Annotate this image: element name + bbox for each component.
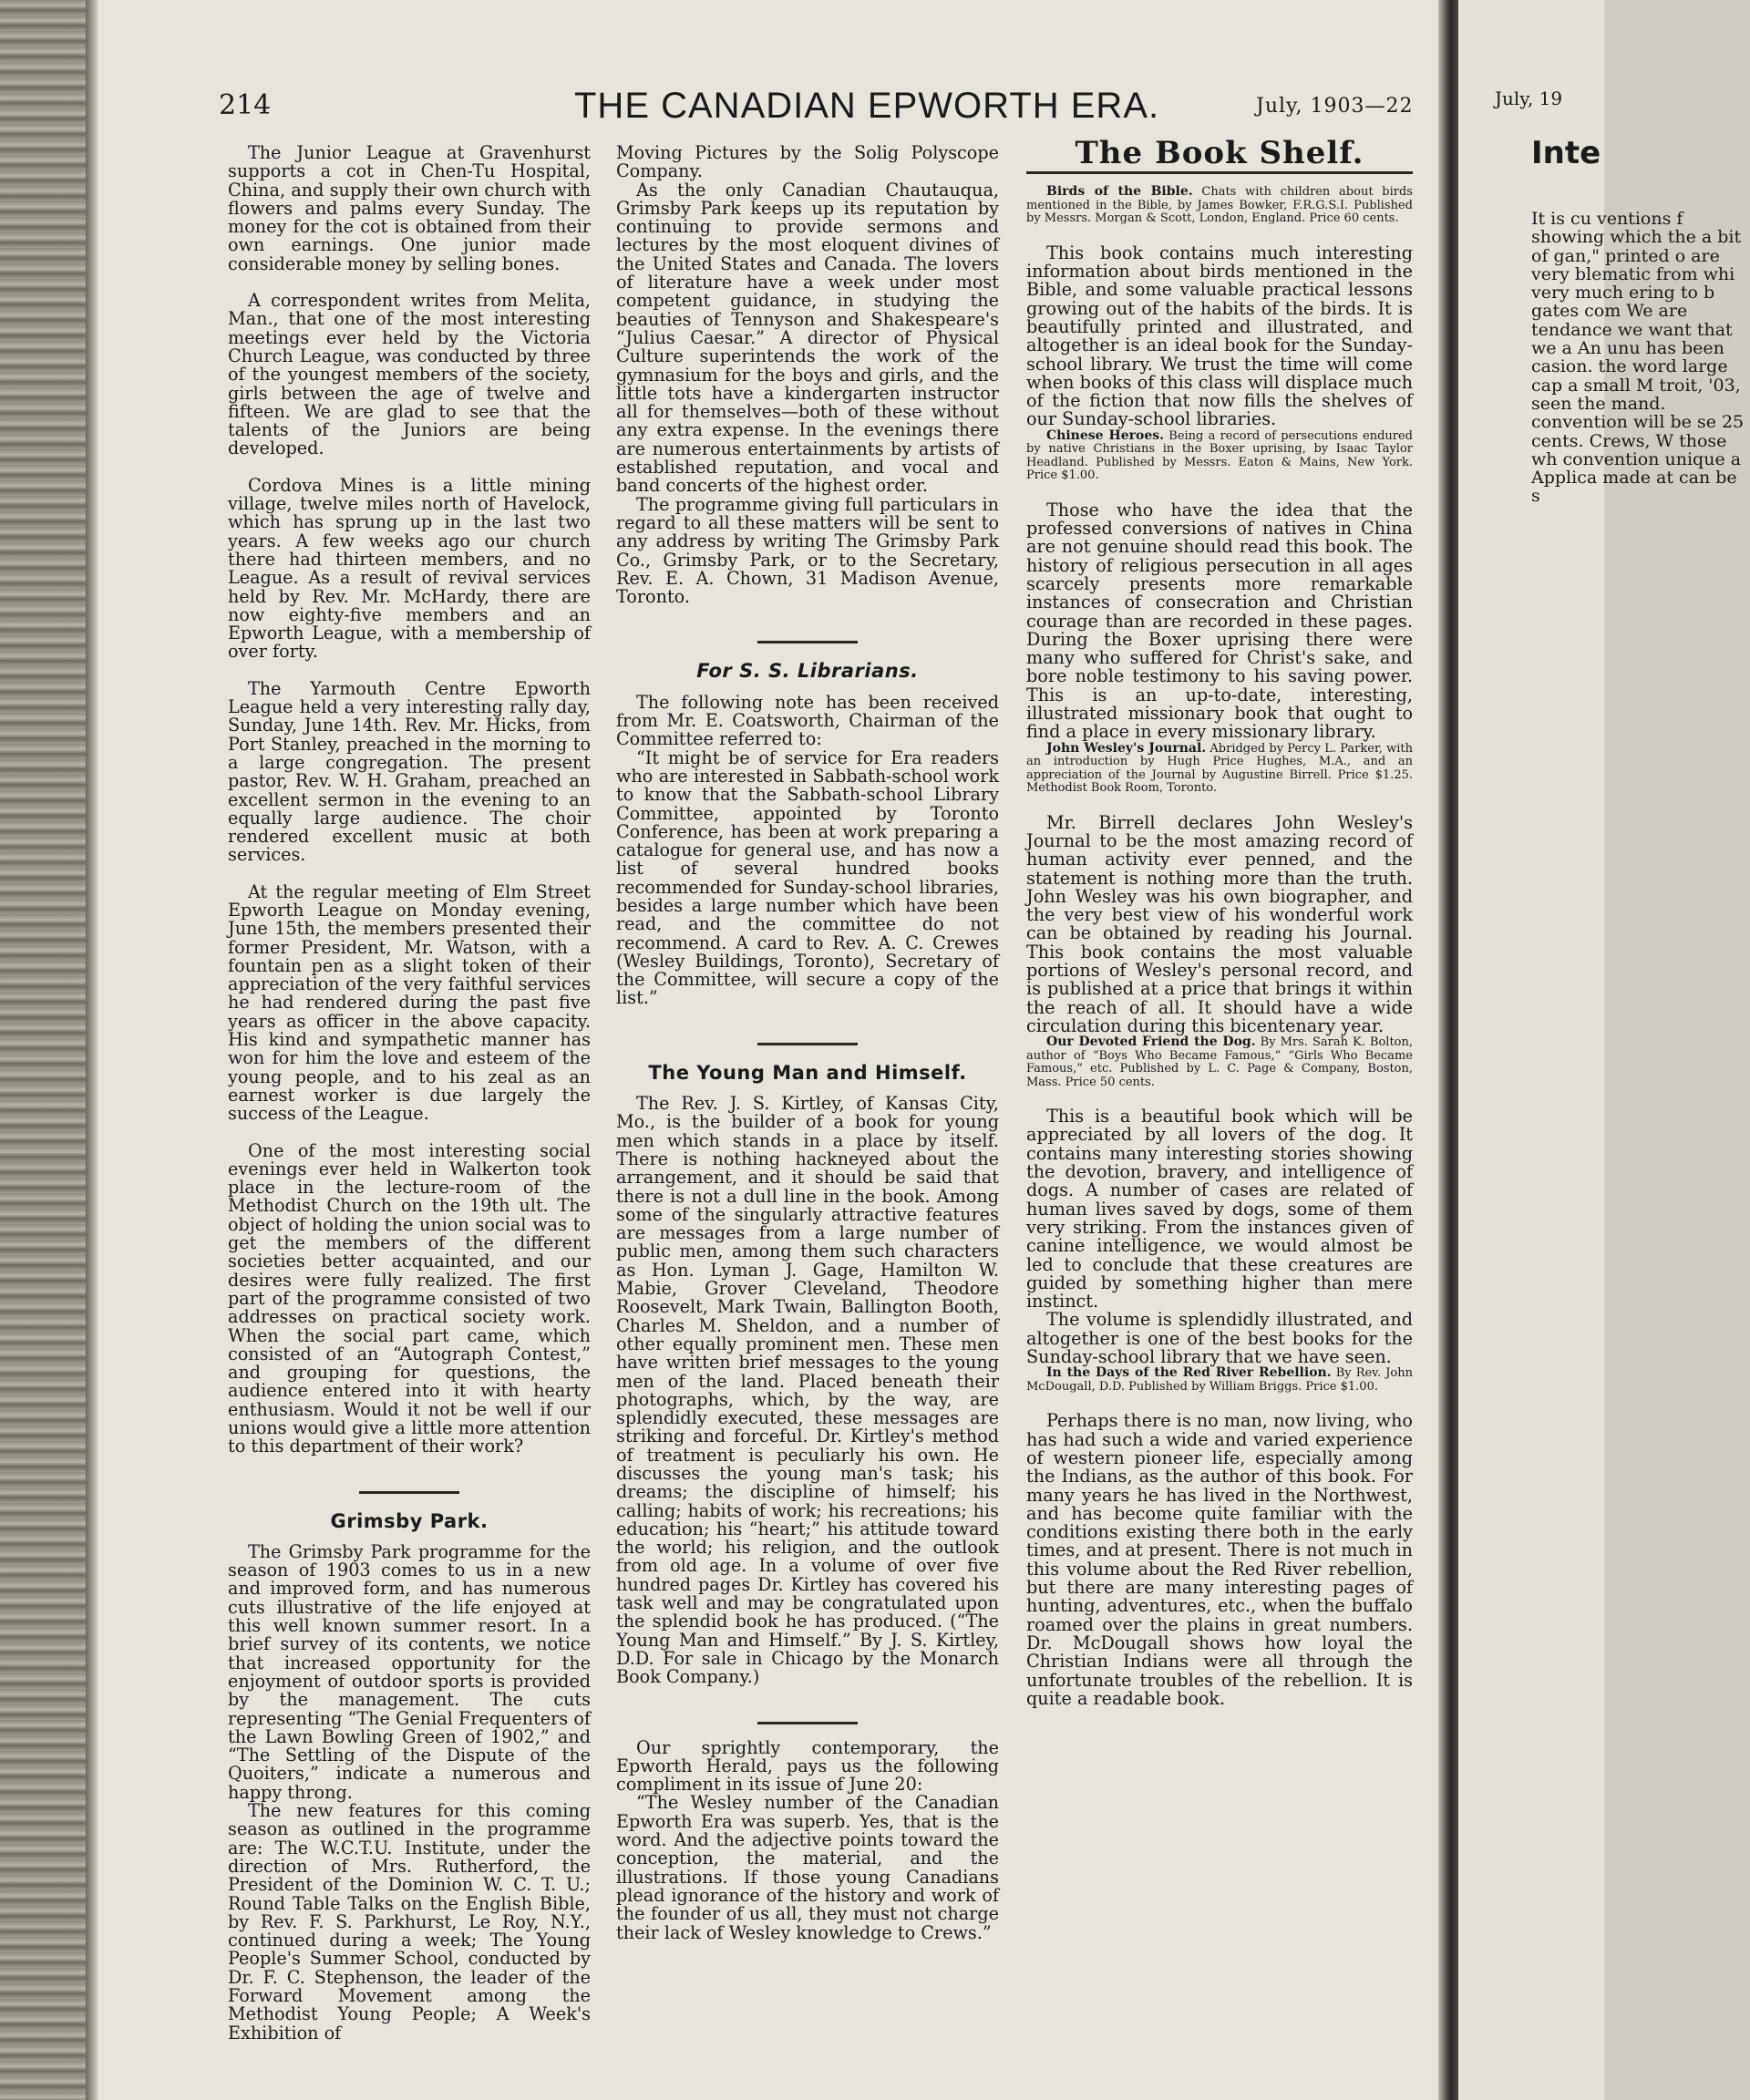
article-gravenhurst: The Junior League at Gravenhurst supports a cot in Chen-Tu Hospital, China, and supply their own church with flowers and palms every Sunday. The money for the cot is obtained from their own earnings. One junior made considerable money by selling bones. — [228, 142, 591, 274]
grimsby-paragraph-2: The new features for this coming season as outlined in the programme are: The W.C.T.U. Institute, under the direction of Mrs. Rutherford, the President of the Dominion W. C. T. U.; Round Table Talks on the English Bible, by Rev. F. S. Parkhurst, Le Roy, N.Y., continued during a week; The Young People's Summer School, conducted by Dr. F. C. Stephenson, the leader of the Forward Movement among the Methodist Young People; A Week's Exhibition of — [228, 1800, 591, 2043]
article-melita: A correspondent writes from Melita, Man., that one of the most interesting meetings ever held by the Victoria Church League, was conducted by three of the youngest members of the society, girls between the age of twelve and fifteen. We are glad to see that the talents of the Juniors are being developed. — [228, 290, 591, 459]
book-title-red-river: In the Days of the Red River Rebellion. — [1046, 1365, 1332, 1381]
section-rule — [757, 1722, 858, 1724]
page-number: 214 — [219, 89, 272, 121]
page-header — [118, 82, 1422, 128]
book-ref-chinese-heroes — [1026, 429, 1413, 483]
review-dog: This is a beautiful book which will be appreciated by all lovers of the dog. It contains many interesting stories showing the devotion, bravery, and intelligence of dogs. A number of cases are related of human lives saved by dogs, some of them very striking. From the instances given of canine intelligence, we would almost be led to conclude that these creatures are guided by something higher than mere instinct. — [1026, 1106, 1413, 1312]
adjacent-page-edge — [1458, 0, 1745, 2100]
young-man-review: The Rev. J. S. Kirtley, of Kansas City, Mo., is the builder of a book for young men which stands in a place by itself. There is nothing hackneyed about the arrangement, and it should be said that there is not a dull line in the book. Among some of the singularly attractive features are messages from a large number of public men, among them such characters as Hon. Lyman J. Gage, Hamilton W. Mabie, Grover Cleveland, Theodore Roosevelt, Mark Twain, Ballington Booth, Charles M. Sheldon, and a number of other equally prominent men. These men have written brief messages to the young men of the land. Placed beneath their photographs, which, by the way, are splendidly executed, these messages are striking and forceful. Dr. Kirtley's method of treatment is peculiarly his own. He discusses the young man's task; his dreams; the discipline of himself; his calling; habits of work; his recreations; his education; his “heart;” his attitude toward the world; his religion, and the outlook from old age. In a volume of over five hundred pages Dr. Kirtley has covered his task well and may be congratulated upon the splendid book he has produced. (“The Young Man and Himself.” By J. S. Kirtley, D.D. For sale in Chicago by the Monarch Book Company.) — [616, 1093, 999, 1688]
heading-young-man: The Young Man and Himself. — [648, 1061, 967, 1084]
book-ref-red-river — [1026, 1366, 1413, 1394]
section-rule — [359, 1491, 459, 1494]
section-rule — [757, 641, 858, 643]
book-ref-wesley-journal — [1026, 742, 1413, 796]
column-2 — [616, 144, 999, 1942]
review-red-river: Perhaps there is no man, now living, who has had such a wide and varied experience of western pioneer life, especially among the Indians, as the author of this book. For many years he has lived in the Northwest, and has become quite familiar with the conditions existing there both in the early times, and at present. There is not much in this volume about the Red River rebellion, but there are many interesting pages of hunting, adventures, etc., when the buffalo roamed over the plains in great numbers. Dr. McDougall shows how loyal the Christian Indians were all through the unfortunate troubles of the rebellion. It is quite a readable book. — [1026, 1410, 1413, 1709]
book-details-wesley-journal: Abridged by Percy L. Parker, with an introduction by Hugh Price Hughes, M.A., and an appreciation of the Journal by Augustine Birrell. Price $1.25. Methodist Book Room, Toronto. — [1026, 741, 1413, 796]
review-birds: This book contains much interesting information about birds mentioned in the Bible, and some valuable practical lessons growing out of the habits of the birds. It is beautifully printed and illustrated, and altogether is an ideal book for the Sunday-school library. We trust the time will come when books of this class will displace much of the fiction that now fills the shelves of our Sunday-school libraries. — [1026, 242, 1413, 430]
book-title-wesley-journal: John Wesley's Journal. — [1046, 740, 1207, 756]
section-rule — [757, 1043, 858, 1045]
book-details-birds: Chats with children about birds mentioned in the Bible, by James Bowker, F.R.G.S.I. Published by Messrs. Morgan & Scott, London, England. Price 60 cents. — [1026, 185, 1413, 226]
article-walkerton: One of the most interesting social evenings ever held in Walkerton took place in the lecture-room of the Methodist Church on the 19th ult. The object of holding the union social was to get the members of the different societies better acquainted, and our desires were fully realized. The first part of the programme consisted of two addresses on practical society work. When the social part came, which consisted of an “Autograph Contest,” and grouping for questions, the audience entered into it with hearty enthusiasm. Would it not be well if our unions would give a little more attention to this department of their work? — [228, 1139, 591, 1457]
issue-date: July, 1903—22 — [1256, 95, 1414, 118]
book-ref-dog — [1026, 1035, 1413, 1089]
grimsby-paragraph-1: The Grimsby Park programme for the season of 1903 comes to us in a new and improved form, and has numerous cuts illustrative of the life enjoyed at this well known summer resort. In a brief survey of its contents, we notice that increased opportunity for the enjoyment of outdoor sports is provided by the management. The cuts representing “The Genial Frequenters of the Lawn Bowling Green of 1902,” and “The Settling of the Dispute of the Quoiters,” indicate a numerous and happy throng. — [228, 1540, 591, 1803]
adjacent-page-text: It is cu ventions f showing which the a bit of gan," printed o are very blematic from whi very much ering to b gates com We are tendance we want that we a An unu has been casion. the word large cap a small M troit, '03, seen the mand. convention will be se 25 cents. Crews, W those wh convention unique a Applica made at can be s — [1531, 209, 1745, 507]
review-chinese-heroes: Those who have the idea that the professed conversions of natives in China are not genuine should read this book. The history of religious persecution in all ages scarcely presents more remarkable instances of consecration and Christian courage than are recorded in these pages. During the Boxer uprising there were many who suffered for Christ's sake, and bore noble testimony to his saving power. This is an up-to-date, interesting, illustrated missionary book that ought to find a place in every missionary library. — [1026, 499, 1413, 743]
grimsby-paragraph-3: As the only Canadian Chautauqua, Grimsby Park keeps up its reputation by continuing to provide sermons and lectures by the most eloquent divines of the United States and Canada. The lovers of literature have a week under most competent guidance, in studying the beauties of Tennyson and Shakespeare's “Julius Caesar.” A director of Physical Culture superintends the work of the gymnasium for the boys and girls, and the little tots have a kindergarten instructor all for themselves—both of these without any extra expense. In the evenings there are numerous entertainments by artists of established reputation, and vocal and band concerts of the highest order. — [616, 179, 999, 497]
article-yarmouth: The Yarmouth Centre Epworth League held a very interesting rally day, Sunday, June 14th. Rev. Mr. Hicks, from Port Stanley, preached in the morning to a large congregation. The present pastor, Rev. W. H. Graham, preached an excellent sermon in the evening to an equally large audience. The choir rendered excellent music at both services. — [228, 677, 591, 866]
adjacent-page-date: July, 19 — [1495, 88, 1563, 109]
book-binding — [0, 0, 98, 2100]
grimsby-paragraph-4: The programme giving full particulars in regard to all these matters will be sent to any address by writing The Grimsby Park Co., Grimsby Park, or to the Secretary, Rev. E. A. Chown, 31 Madison Avenue, Toronto. — [616, 493, 999, 608]
book-details-dog: By Mrs. Sarah K. Bolton, author of “Boys Who Became Famous,” “Girls Who Became Famous,” etc. Published by L. C. Page & Company, Boston, Mass. Price 50 cents. — [1026, 1035, 1414, 1089]
review-wesley-journal: Mr. Birrell declares John Wesley's Journal to be the most amazing record of human activity ever penned, and the statement is nothing more than the truth. John Wesley was his own biographer, and the very best view of his wonderful work can be obtained by reading his Journal. This book contains the most valuable portions of Wesley's personal record, and is published at a price that brings it within the reach of all. It should have a wide circulation during this bicentenary year. — [1026, 811, 1413, 1036]
grimsby-continued: Moving Pictures by the Solig Polyscope Company. — [616, 142, 999, 182]
heading-book-shelf: The Book Shelf. — [1075, 135, 1364, 171]
epworth-herald-intro: Our sprightly contemporary, the Epworth Herald, pays us the following compliment in its issue of June 20: — [616, 1736, 999, 1796]
review-dog-2: The volume is splendidly illustrated, and altogether is one of the best books for the Sunday-school library that we have seen. — [1026, 1309, 1413, 1368]
page-gutter — [1438, 0, 1458, 2100]
column-1 — [228, 144, 591, 2043]
article-cordova-mines: Cordova Mines is a little mining village, twelve miles north of Havelock, which has sprung up in the last two years. A few weeks ago our church there had thirteen members, and no League. As a result of revival services held by Rev. Mr. McHardy, there are now eighty-five members and an Epworth League, with a membership of over forty. — [228, 474, 591, 663]
book-title-birds: Birds of the Bible. — [1046, 184, 1193, 200]
article-elm-street: At the regular meeting of Elm Street Epworth League on Monday evening, June 15th, the members presented their former President, Mr. Watson, with a fountain pen as a slight token of their appreciation of the very faithful services he had rendered during the past five years as officer in the above capacity. His kind and sympathetic manner has won for him the love and esteem of the young people, and to his zeal as an earnest worker is due largely the success of the League. — [228, 880, 591, 1125]
book-details-red-river: By Rev. John McDougall, D.D. Published by William Briggs. Price $1.00. — [1026, 1366, 1413, 1394]
section-rule — [1026, 171, 1413, 174]
book-title-chinese-heroes: Chinese Heroes. — [1046, 427, 1165, 443]
book-ref-birds — [1026, 185, 1413, 226]
masthead: THE CANADIAN EPWORTH ERA. — [574, 86, 1160, 126]
librarians-intro: The following note has been received from Mr. E. Coatsworth, Chairman of the Committee referred to: — [616, 691, 999, 750]
book-details-chinese-heroes: Being a record of persecutions endured by native Christians in the Boxer uprising, by Isaac Taylor Headland. Published by Messrs. Eaton & Mains, New York. Price $1.00. — [1026, 428, 1413, 483]
epworth-herald-quote: “The Wesley number of the Canadian Epworth Era was superb. Yes, that is the word. And the adjective points toward the conception, the material, and the illustrations. If those young Canadians plead ignorance of the history and work of the founder of us all, they must not charge their lack of Wesley knowledge to Crews.” — [616, 1792, 999, 1943]
heading-librarians: For S. S. Librarians. — [696, 660, 919, 683]
column-3 — [1026, 135, 1414, 1709]
adjacent-page-heading: Inte — [1531, 135, 1601, 171]
librarians-note: “It might be of service for Era readers who are interested in Sabbath-school work to know that the Sabbath-school Library Committee, appointed by Toronto Conference, has been at work preparing a catalogue for general use, and has now a list of several hundred books recommended for Sunday-school libraries, besides a large number which have been read, and the committee do not recommend. A card to Rev. A. C. Crewes (Wesley Buildings, Toronto), Secretary of the Committee, will secure a copy of the list.” — [616, 746, 999, 1009]
book-title-dog: Our Devoted Friend the Dog. — [1046, 1035, 1256, 1050]
heading-grimsby-park: Grimsby Park. — [330, 1509, 489, 1532]
